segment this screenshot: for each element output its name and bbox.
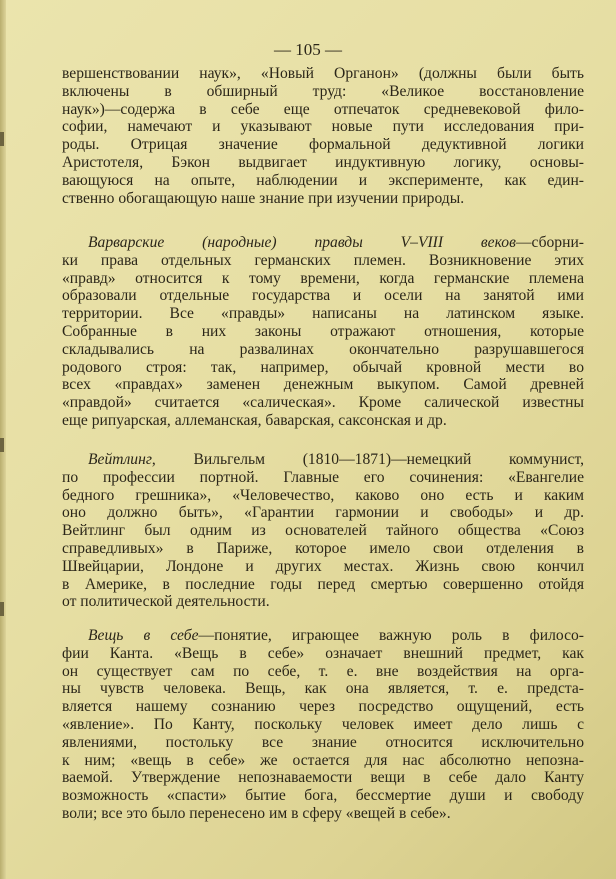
text-line: он существует сам по себе, т. е. вне воздействия на орга- — [62, 662, 584, 680]
text-line: ки права отдельных германских племен. Возникновение этих — [62, 251, 584, 269]
text-line: наук»)—содержа в себе еще отпечаток средневековой фило- — [62, 100, 584, 118]
text-line: явлениями, постольку все знание относится исключительно — [62, 733, 584, 751]
text-line: бедного грешника», «Человечество, каково оно есть и каким — [62, 486, 584, 504]
text-line: софии, намечают и указывают новые пути исследования при- — [62, 118, 584, 136]
text-line — [62, 451, 584, 469]
entry-bacon-continuation — [62, 65, 584, 207]
text-line: Вейтлинг был одним из основателей тайного общества «Союз — [62, 522, 584, 540]
binding-mark — [0, 132, 4, 146]
text-line: в Америке, в последние годы перед смертью совершенно отойдя — [62, 575, 584, 593]
text-line: от политической деятельности. — [62, 593, 270, 611]
text-line: ны чувств человека. Вещь, как она является, т. е. предста- — [62, 680, 584, 698]
text-line: вляется нашему сознанию через посредство ощущений, есть — [62, 698, 584, 716]
text-line — [62, 234, 584, 252]
text-line: фии Канта. «Вещь в себе» означает внешний предмет, как — [62, 644, 584, 662]
text-line: воли; все это было перенесено им в сферу «вещей в себе». — [62, 804, 451, 822]
binding-mark — [0, 602, 4, 616]
text-line: образовали отдельные государства и осели на занятой ими — [62, 287, 584, 305]
entry-text: вершенствовании наук», «Новый Органон» (должны были быть — [62, 65, 584, 82]
text-line: справедливых» в Париже, которое имело свои отделения в — [62, 539, 584, 557]
entry-text: , Вильгельм (1810—1871)—немецкий коммунист, — [151, 451, 584, 468]
entry-term: Вейтлинг — [88, 451, 152, 468]
text-line: включены в обширный труд: «Великое восстановление — [62, 82, 584, 100]
text-line: Аристотеля, Бэкон выдвигает индуктивную логику, основы- — [62, 153, 584, 171]
text-line — [62, 627, 584, 645]
entry-text: —сборни- — [515, 234, 584, 251]
text-line: оно должно быть», «Гарантии гармонии и свободы» и др. — [62, 504, 584, 522]
text-line: родового строя: так, например, обычай кровной мести во — [62, 358, 584, 376]
text-line: «правд» относится к тому времени, когда германские племена — [62, 269, 584, 287]
text-line: всех «правдах» заменен денежным выкупом. Самой древней — [62, 376, 584, 394]
text-line — [62, 65, 584, 83]
text-line: территории. Все «правды» написаны на латинском языке. — [62, 305, 584, 323]
text-line: Собранные в них законы отражают отношения, которые — [62, 322, 584, 340]
text-line: еще рипуарская, аллеманская, баварская, саксонская и др. — [62, 411, 447, 429]
entry-text: —понятие, играющее важную роль в филосо- — [198, 627, 584, 644]
text-line: к ним; «вещь в себе» же остается для нас абсолютно непозна- — [62, 751, 584, 769]
text-line: ственно обогащающую наше знание при изучении природы. — [62, 189, 465, 207]
text-line: возможность «спасти» бытие бога, бессмертие души и свободу — [62, 787, 584, 805]
binding-mark — [0, 438, 4, 452]
text-line: по профессии портной. Главные его сочинения: «Евангелие — [62, 468, 584, 486]
text-line: ваемой. Утверждение непознаваемости вещи в себе дало Канту — [62, 769, 584, 787]
entry-thing-in-itself — [62, 627, 584, 823]
text-line: «правдой» считается «салическая». Кроме салической известны — [62, 394, 584, 412]
entry-term: Варварские (народные) правды V–VIII веков — [88, 234, 516, 251]
page-number: — 105 — — [274, 40, 342, 59]
text-line: «явление». По Канту, поскольку человек имеет дело лишь с — [62, 715, 584, 733]
text-line: роды. Отрицая значение формальной дедуктивной логики — [62, 136, 584, 154]
text-line: вающуюся на опыте, наблюдении и эксперименте, как един- — [62, 171, 584, 189]
text-line: Швейцарии, Лондоне и других местах. Жизнь свою кончил — [62, 557, 584, 575]
entry-weitling — [62, 451, 584, 611]
text-line: складывались на развалинах окончательно разрушавшегося — [62, 340, 584, 358]
entry-barbarian-laws — [62, 234, 584, 430]
entry-term: Вещь в себе — [88, 627, 199, 644]
